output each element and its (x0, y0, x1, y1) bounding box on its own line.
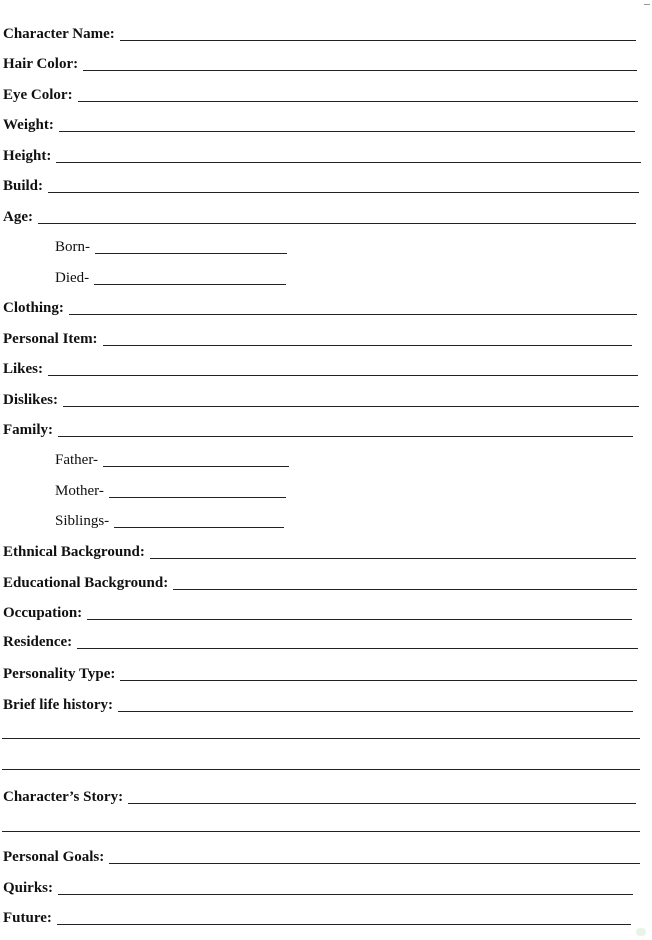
occupation-row (3, 600, 632, 622)
residence-row (3, 629, 638, 651)
personal-goals-row (3, 844, 640, 866)
father-field[interactable] (103, 466, 289, 467)
siblings-row (55, 508, 284, 530)
mother-field[interactable] (109, 497, 286, 498)
died-row (55, 265, 286, 287)
brief-life-history-continuation-line-2[interactable] (2, 769, 640, 770)
eye-color-row (3, 82, 638, 104)
born-field[interactable] (95, 253, 287, 254)
educational-background-label: Educational Background: (3, 575, 169, 591)
personality-type-field[interactable] (120, 680, 637, 681)
personal-item-label: Personal Item: (3, 331, 98, 347)
future-row (3, 905, 631, 927)
hair-color-field[interactable] (83, 70, 637, 71)
occupation-field[interactable] (87, 619, 632, 620)
build-label: Build: (3, 178, 44, 194)
personal-item-field[interactable] (103, 345, 632, 346)
eye-color-label: Eye Color: (3, 87, 73, 103)
personal-item-row (3, 326, 632, 348)
dislikes-field[interactable] (63, 406, 639, 407)
brief-life-history-row (3, 692, 633, 714)
quirks-row (3, 875, 633, 897)
residence-label: Residence: (3, 634, 73, 650)
educational-background-field[interactable] (173, 589, 637, 590)
personal-goals-field[interactable] (109, 863, 640, 864)
dislikes-label: Dislikes: (3, 392, 59, 408)
dislikes-row (3, 387, 639, 409)
brief-life-history-continuation-line-1[interactable] (2, 738, 640, 739)
ethnical-background-label: Ethnical Background: (3, 544, 145, 560)
quirks-field[interactable] (58, 894, 633, 895)
likes-label: Likes: (3, 361, 44, 377)
born-row (55, 234, 287, 256)
hair-color-row (3, 51, 637, 73)
died-field[interactable] (94, 284, 286, 285)
future-label: Future: (3, 910, 52, 926)
characters-story-field[interactable] (128, 803, 636, 804)
characters-story-continuation-line[interactable] (2, 831, 640, 832)
build-field[interactable] (48, 192, 639, 193)
age-row (3, 204, 636, 226)
clothing-field[interactable] (69, 314, 637, 315)
clothing-label: Clothing: (3, 300, 64, 316)
occupation-label: Occupation: (3, 605, 83, 621)
clothing-row (3, 295, 637, 317)
corner-artifact (644, 0, 650, 5)
likes-row (3, 356, 638, 378)
family-row (3, 417, 633, 439)
character-name-row (3, 21, 636, 43)
educational-background-row (3, 570, 637, 592)
died-label: Died- (55, 270, 90, 286)
family-field[interactable] (58, 436, 633, 437)
ethnical-background-field[interactable] (150, 558, 636, 559)
height-field[interactable] (56, 162, 641, 163)
height-label: Height: (3, 148, 52, 164)
brief-life-history-field[interactable] (118, 711, 633, 712)
likes-field[interactable] (48, 375, 638, 376)
siblings-field[interactable] (114, 527, 284, 528)
age-field[interactable] (38, 223, 636, 224)
personality-type-label: Personality Type: (3, 666, 116, 682)
residence-field[interactable] (77, 648, 638, 649)
quirks-label: Quirks: (3, 880, 54, 896)
ethnical-background-row (3, 539, 636, 561)
characters-story-row (3, 784, 636, 806)
weight-label: Weight: (3, 117, 54, 133)
born-label: Born- (55, 239, 90, 255)
mother-row (55, 478, 286, 500)
father-row (55, 447, 289, 469)
personality-type-row (3, 661, 637, 683)
characters-story-label: Character’s Story: (3, 789, 124, 805)
father-label: Father- (55, 452, 99, 468)
eye-color-field[interactable] (78, 101, 638, 102)
future-field[interactable] (57, 924, 631, 925)
watermark-dot (636, 928, 646, 936)
personal-goals-label: Personal Goals: (3, 849, 105, 865)
brief-life-history-label: Brief life history: (3, 697, 113, 713)
siblings-label: Siblings- (55, 513, 110, 529)
mother-label: Mother- (55, 483, 104, 499)
character-name-field[interactable] (120, 40, 636, 41)
age-label: Age: (3, 209, 33, 225)
height-row (3, 143, 641, 165)
family-label: Family: (3, 422, 53, 438)
weight-row (3, 112, 635, 134)
weight-field[interactable] (59, 131, 635, 132)
character-name-label: Character Name: (3, 26, 115, 42)
build-row (3, 173, 639, 195)
hair-color-label: Hair Color: (3, 56, 79, 72)
